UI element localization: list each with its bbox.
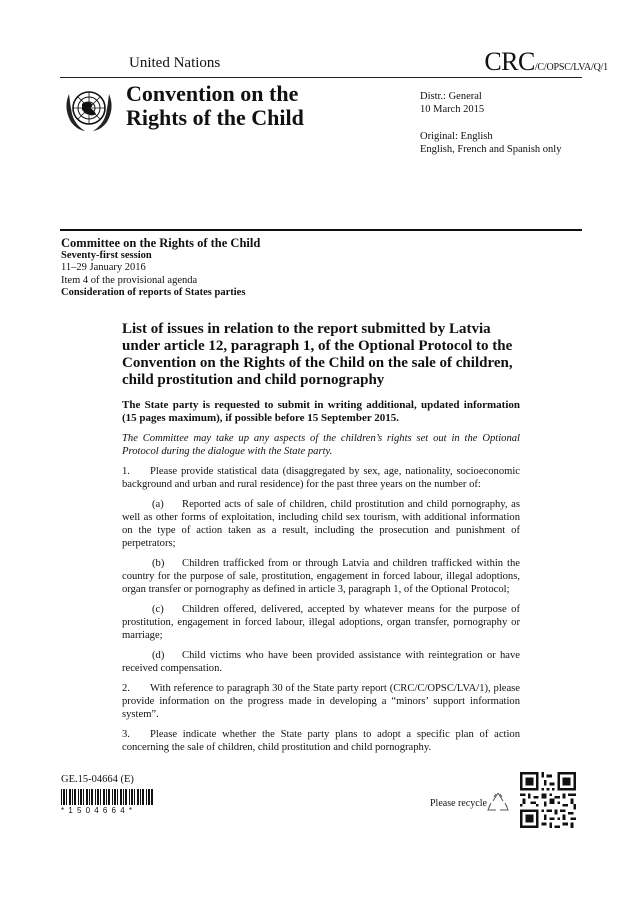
- committee-name: Committee on the Rights of the Child: [61, 236, 261, 250]
- paragraph-number: 2.: [122, 683, 130, 694]
- document-body: [122, 399, 520, 761]
- agenda-item: Item 4 of the provisional agenda: [61, 274, 198, 286]
- treaty-body-title: [126, 82, 304, 130]
- subparagraph-text: Child victims who have been provided assistance with reintegration or have received compensation.: [122, 650, 520, 674]
- distribution-block: [420, 90, 484, 116]
- subparagraph-text: Children trafficked from or through Latvia and children trafficked within the country for the purpose of sale, prostitution, engagement in forced labour, illegal adoptions, organ transfer or pornography as defined in article 3, paragraph 1, of the Optional Protocol;: [122, 558, 520, 595]
- paragraph-2: [122, 682, 520, 721]
- subparagraph-c: [122, 603, 520, 642]
- organization-name: United Nations: [129, 55, 221, 71]
- treaty-title-line1: Convention on the: [126, 81, 299, 106]
- subparagraph-a: [122, 498, 520, 550]
- job-number: GE.15-04664 (E): [61, 774, 134, 785]
- document-symbol: [484, 47, 608, 77]
- available-languages: English, French and Spanish only: [420, 144, 562, 155]
- barcode-icon: [61, 789, 153, 805]
- qr-code-icon: [520, 772, 576, 828]
- session-name: Seventy-first session: [61, 249, 152, 261]
- paragraph-1: [122, 465, 520, 491]
- paragraph-text: Please indicate whether the State party plans to adopt a specific plan of action concerning the sale of children, child prostitution and child pornography.: [122, 729, 520, 753]
- header-rule: [60, 77, 582, 78]
- paragraph-text: With reference to paragraph 30 of the State party report (CRC/C/OPSC/LVA/1), please provide information on the progress made in developing a “minors’ support information system”.: [122, 683, 520, 720]
- symbol-suffix: /C/OPSC/LVA/Q/1: [534, 62, 608, 73]
- section-rule: [60, 229, 582, 231]
- paragraph-number: 1.: [122, 466, 130, 477]
- issue-date: 10 March 2015: [420, 104, 485, 115]
- symbol-main: CRC: [484, 47, 535, 76]
- subparagraph-label: (b): [152, 558, 165, 569]
- subparagraph-b: [122, 557, 520, 596]
- original-language: Original: English: [420, 131, 493, 142]
- subparagraph-label: (d): [152, 650, 165, 661]
- subparagraph-label: (c): [152, 604, 164, 615]
- un-emblem-icon: [60, 84, 118, 134]
- submission-request: The State party is requested to submit in writing additional, updated information (15 pages maximum), if possible before 15 September 2015.: [122, 399, 520, 424]
- committee-note: The Committee may take up any aspects of the children’s rights set out in the Optional Protocol during the dialogue with the State party.: [122, 433, 520, 457]
- subparagraph-text: Children offered, delivered, accepted by whatever means for the purpose of prostitution, engagement in forced labour, illegal adoptions, organ transfer, pornography or marriage;: [122, 604, 520, 641]
- barcode-number: *1504664*: [61, 806, 137, 815]
- subparagraph-d: [122, 649, 520, 675]
- committee-block: [61, 237, 260, 300]
- recycle-label: Please recycle: [430, 798, 487, 809]
- subparagraph-text: Reported acts of sale of children, child prostitution and child pornography, as well as other forms of exploitation, including child sex tourism, with additional information on the type of action taken as a result, including the prosecution and punishment of perpetrators;: [122, 499, 520, 549]
- subparagraph-label: (a): [152, 499, 164, 510]
- paragraph-3: [122, 728, 520, 754]
- language-block: [420, 130, 561, 156]
- document-title: List of issues in relation to the report submitted by Latvia under article 12, paragraph 1, of the Optional Protocol to the Convention on the Rights of the Child on the sale of children, child prostitution and child pornography: [122, 321, 513, 388]
- paragraph-text: Please provide statistical data (disaggregated by sex, age, nationality, socioeconomic background and urban and rural residence) for the past three years on the number of:: [122, 466, 520, 490]
- treaty-title-line2: Rights of the Child: [126, 105, 304, 130]
- session-dates: 11–29 January 2016: [61, 262, 146, 273]
- distribution: Distr.: General: [420, 91, 482, 102]
- paragraph-number: 3.: [122, 729, 130, 740]
- agenda-title: Consideration of reports of States parties: [61, 287, 246, 298]
- recycle-icon: [486, 791, 510, 813]
